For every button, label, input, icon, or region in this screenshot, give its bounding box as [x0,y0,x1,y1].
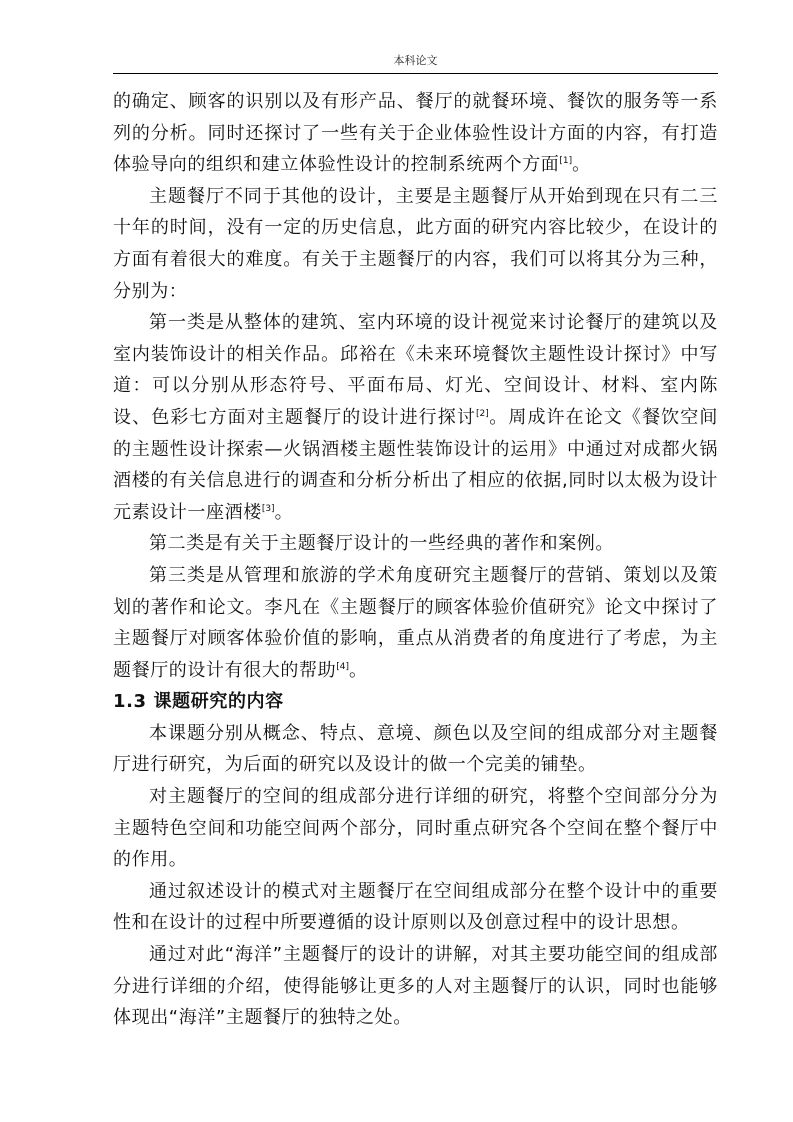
paragraph-category-three [113,560,718,686]
citation-marker: [3] [261,503,275,514]
section-paragraph: 通过对此“海洋”主题餐厅的设计的讲解，对其主要功能空间的组成部分进行详细的介绍，使得能够让更多的人对主题餐厅的认识，同时也能够体现出“海洋”主题餐厅的独特之处。 [113,944,718,1029]
citation-marker: [1] [559,156,573,167]
section-paragraph: 对主题餐厅的空间的组成部分进行详细的研究，将整个空间部分分为主题特色空间和功能空间两个部分，同时重点研究各个空间在整个餐厅中的作用。 [113,786,718,871]
page-header [113,48,718,74]
paragraph-continuation [113,86,718,181]
paragraph-tail: 。周成许在论文《餐饮空间的主题性设计探索—火锅酒楼主题性装饰设计的运用》中通过对成都火锅酒楼的有关信息进行的调查和分析分析出了相应的依据,同时以太极为设计元素设计一座酒楼 [113,406,718,523]
section-paragraph: 通过叙述设计的模式对主题餐厅在空间组成部分在整个设计中的重要性和在设计的过程中所要遵循的设计原则以及创意过程中的设计思想。 [113,880,718,934]
paragraph-tail: 。 [348,659,368,681]
paragraph-intro-themed-restaurant [113,181,718,307]
paragraph-text: 的确定、顾客的识别以及有形产品、餐厅的就餐环境、餐饮的服务等一系列的分析。同时还探讨了一些有关于企业体验性设计方面的内容，有打造体验导向的组织和建立体验性设计的控制系统两个方面 [113,91,718,176]
paragraph-tail: 。 [572,154,591,176]
paragraph-text: 第三类是从管理和旅游的学术角度研究主题餐厅的营销、策划以及策划的著作和论文。李凡在《主题餐厅的顾客体验价值研究》论文中探讨了主题餐厅对顾客体验价值的影响，重点从消费者的角度进行了考虑，为主题餐厅的设计有很大的帮助 [113,564,718,681]
paragraph-category-two [113,528,718,560]
paragraph-text: 第一类是从整体的建筑、室内环境的设计视觉来讨论餐厅的建筑以及室内装饰设计的相关作品。邱裕在《未来环境餐饮主题性设计探讨》中写道：可以分别从形态符号、平面布局、灯光、空间设计、材料、室内陈设、色彩七方面对主题餐厅的设计进行探讨 [113,312,718,428]
paragraph-text: 主题餐厅不同于其他的设计，主要是主题餐厅从开始到现在只有二三十年的时间，没有一定的历史信息，此方面的研究内容比较少，在设计的方面有着很大的难度。有关于主题餐厅的内容，我们可以将其分为三种，分别为： [113,185,718,302]
paragraph-category-one [113,307,718,528]
paragraph-tail: 。 [274,501,294,523]
header-rule [113,73,718,74]
document-body [113,86,718,1034]
header-title: 本科论文 [393,54,438,67]
citation-marker: [2] [475,408,489,419]
citation-marker: [4] [336,661,349,672]
section-paragraph: 本课题分别从概念、特点、意境、颜色以及空间的组成部分对主题餐厅进行研究，为后面的研究以及设计的做一个完美的铺垫。 [113,722,718,776]
paragraph-text: 第二类是有关于主题餐厅设计的一些经典的著作和案例。 [149,533,614,555]
section-heading: 1.3 课题研究的内容 [113,691,284,713]
